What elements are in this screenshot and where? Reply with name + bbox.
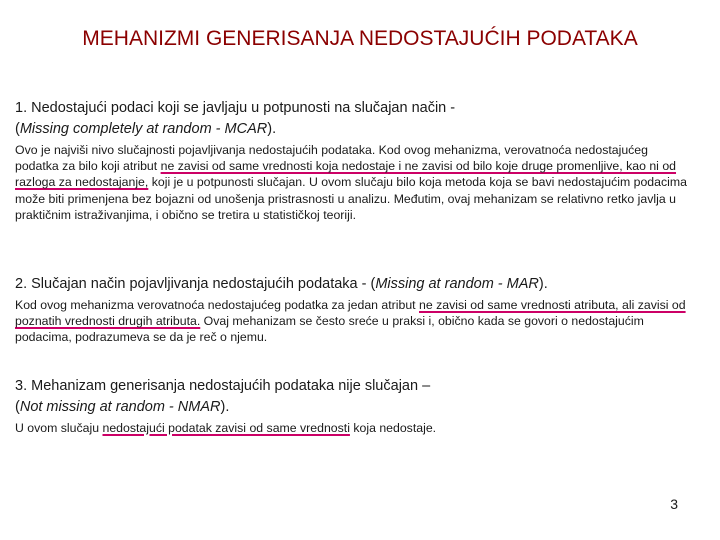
slide-title: MEHANIZMI GENERISANJA NEDOSTAJUĆIH PODATAKA [82,27,638,50]
body-text-before: U ovom slučaju [15,421,103,435]
section-nmar [15,376,695,436]
section-mcar [15,98,695,223]
section-mar [15,274,695,346]
section-body [15,420,695,436]
heading-paren-open: ( [15,121,20,137]
body-text-before: Ovo je najviši nivo slučajnosti pojavljivanja nedostajućih podataka. Kod ovog mehanizma, verovatnoća nedostajućeg podatka za bilo koji atribut [15,143,648,174]
heading-paren-close: ). [220,399,230,415]
section-heading [15,376,695,418]
heading-paren-close: ). [267,121,277,137]
highlighted-phrase: ne zavisi od same vrednosti atributa, ali zavisi od poznatih vrednosti drugih atributa. [15,298,686,329]
section-heading [15,98,695,140]
body-text-after: koji je u potpunosti slučajan. U ovom slučaju bilo koja metoda koja se bavi nedostajućim podacima može biti primenjena bez bojazni od unošenja pristrasnosti u analizu. Međutim, ovaj mehanizam se relativno retko javlja u praktičnim istraživanjima, i obično se tretira u statističkoj teoriji. [15,175,687,222]
body-text-after: koja nedostaje. [349,421,437,435]
section-body [15,297,695,346]
heading-italic-term: Missing completely at random - MCAR [19,121,268,137]
body-text-before: Kod ovog mehanizma verovatnoća nedostajućeg podatka za jedan atribut [15,298,420,312]
heading-text: 1. Nedostajući podaci koji se javljaju u potpunosti na slučajan način - [15,100,456,116]
section-body [15,142,695,223]
body-text-after: Ovaj mehanizam se često sreće u praksi i, obično kada se govori o nedostajućim podacima, podrazumeva se da je reč o njemu. [15,314,644,345]
heading-text: 2. Slučajan način pojavljivanja nedostajućih podataka - ( [15,276,376,292]
section-heading [15,274,695,295]
heading-italic-term: Missing at random - MAR [375,276,539,292]
heading-paren-open: ( [15,399,20,415]
page-number: 3 [670,496,678,512]
highlighted-phrase: ne zavisi od same vrednosti koja nedostaje i ne zavisi od bilo koje druge promenljive, kao ni od razloga za nedostajanje, [15,159,677,190]
heading-text: 3. Mehanizam generisanja nedostajućih podataka nije slučajan – [15,378,431,394]
heading-italic-term: Not missing at random - NMAR [19,399,221,415]
heading-paren-close: ). [538,276,548,292]
highlighted-phrase: nedostajući podatak zavisi od same vrednosti [102,421,350,435]
